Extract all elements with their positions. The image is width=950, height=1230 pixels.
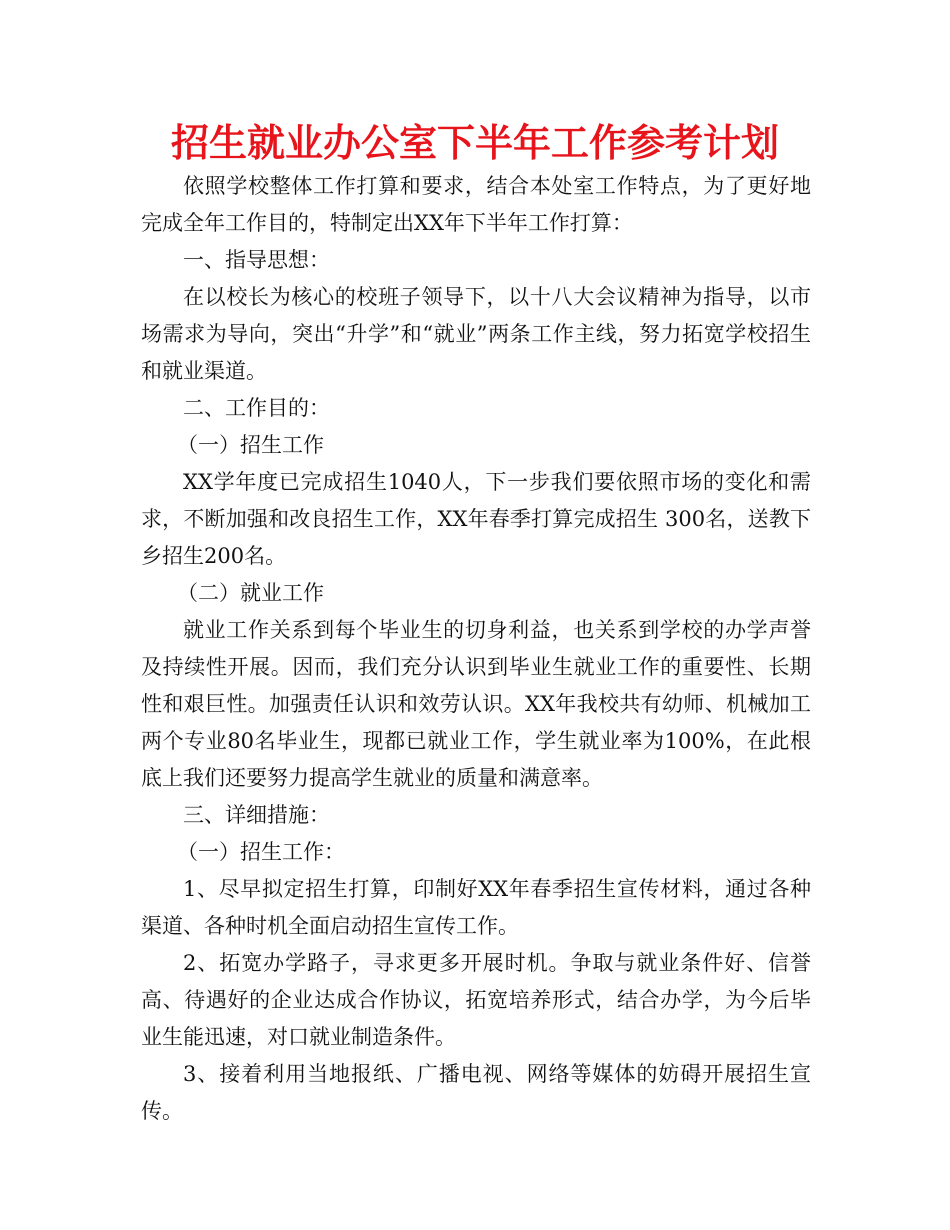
intro-paragraph: 依照学校整体工作打算和要求，结合本处室工作特点，为了更好地完成全年工作目的，特制定出XX年下半年工作打算： — [141, 174, 811, 235]
section-heading-measures: 三、详细措施： — [183, 803, 330, 827]
measure-item-1: 1、尽早拟定招生打算，印制好XX年春季招生宣传材料，通过各种渠道、各种时机全面启动招生宣传工作。 — [141, 877, 811, 938]
enrollment-goal-paragraph: XX学年度已完成招生1040人，下一步我们要依照市场的变化和需求，不断加强和改良招生工作，XX年春季打算完成招生 300名，送教下乡招生200名。 — [141, 470, 811, 568]
section-heading-goals: 二、工作目的： — [183, 396, 330, 420]
document-body — [141, 168, 811, 1130]
measure-item-2: 2、拓宽办学路子，寻求更多开展时机。争取与就业条件好、信誉高、待遇好的企业达成合作协议，拓宽培养形式，结合办学，为今后毕业生能迅速，对口就业制造条件。 — [141, 951, 811, 1049]
subheading-enrollment-measures: （一）招生工作： — [177, 840, 345, 864]
measure-item-3: 3、接着利用当地报纸、广播电视、网络等媒体的妨碍开展招生宣传。 — [141, 1062, 811, 1123]
subheading-enrollment: （一）招生工作 — [177, 433, 324, 457]
guiding-ideas-paragraph: 在以校长为核心的校班子领导下，以十八大会议精神为指导，以市场需求为导向，突出“升学”和“就业”两条工作主线，努力拓宽学校招生和就业渠道。 — [141, 285, 811, 383]
section-heading-guiding-ideas: 一、指导思想： — [183, 248, 330, 272]
document-title: 招生就业办公室下半年工作参考计划 — [170, 121, 779, 165]
employment-goal-paragraph: 就业工作关系到每个毕业生的切身利益，也关系到学校的办学声誉及持续性开展。因而，我们充分认识到毕业生就业工作的重要性、长期性和艰巨性。加强责任认识和效劳认识。XX年我校共有幼师、机械加工两个专业80名毕业生，现都已就业工作，学生就业率为100%，在此根底上我们还要努力提高学生就业的质量和满意率。 — [141, 618, 811, 790]
subheading-employment: （二）就业工作 — [177, 581, 324, 605]
